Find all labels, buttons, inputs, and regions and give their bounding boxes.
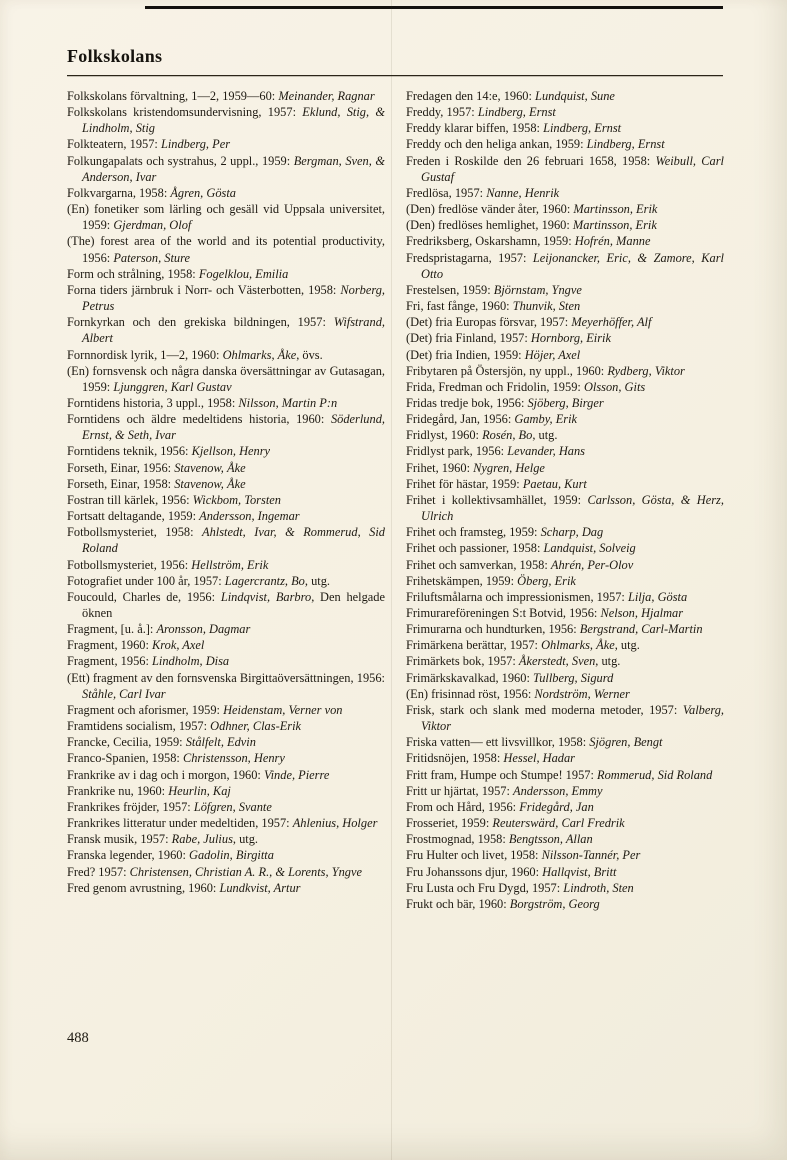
index-entry <box>67 411 385 443</box>
index-entry <box>406 783 724 799</box>
index-entry <box>67 363 385 395</box>
entry-author: Martinsson, Erik <box>572 218 657 233</box>
entry-title: (En) fonetiker som lärling och gesäll vid Uppsala universitet, 1959: <box>67 202 385 233</box>
index-entry <box>406 670 724 686</box>
index-entry <box>67 233 385 265</box>
entry-title: (Den) fredlöse vänder åter, 1960: <box>406 202 574 217</box>
entry-author: Hellström, Erik <box>191 557 269 572</box>
index-entry <box>67 637 385 653</box>
entry-title: Fransk musik, 1957: <box>67 832 172 847</box>
index-entry <box>406 282 724 298</box>
entry-author: Carlsson, Gösta, & Herz, Ulrich <box>421 492 724 524</box>
entry-title: Fru Hulter och livet, 1958: <box>406 848 542 863</box>
entry-author: Thunvik, Sten <box>512 299 581 314</box>
entry-author: Bergstrand, Carl-Martin <box>579 622 703 637</box>
index-entry <box>406 330 724 346</box>
entry-author: Olsson, Gits <box>583 379 646 394</box>
index-entry <box>406 637 724 653</box>
index-entry <box>406 557 724 573</box>
entry-title: Folkteatern, 1957: <box>67 137 161 152</box>
index-entry <box>67 153 385 185</box>
index-entry <box>406 88 724 104</box>
entry-title: Foucould, Charles de, 1956: <box>67 589 221 604</box>
entry-author: Kjellson, Henry <box>191 444 271 459</box>
entry-title: Frankrike nu, 1960: <box>67 783 169 798</box>
entry-title: Forntidens historia, 3 uppl., 1958: <box>67 395 239 410</box>
index-entry <box>67 702 385 718</box>
entry-title: , övs. <box>296 347 323 362</box>
entry-title: Folkvargarna, 1958: <box>67 185 171 200</box>
entry-title: Frankrike av i dag och i morgon, 1960: <box>67 767 264 782</box>
index-entry <box>406 573 724 589</box>
entry-title: Friluftsmålarna och impressionismen, 1957: <box>406 589 628 604</box>
entry-title: Fragment och aforismer, 1959: <box>67 702 224 717</box>
entry-author: Gamby, Erik <box>514 412 578 427</box>
entry-title: Forntidens och äldre medeltidens historia, 1960: <box>67 412 331 427</box>
entry-title: , Den helgade öknen <box>82 589 385 620</box>
entry-title: Fribytaren på Östersjön, ny uppl., 1960: <box>406 363 608 378</box>
index-entry <box>406 653 724 669</box>
entry-title: Frihet och framsteg, 1959: <box>406 525 541 540</box>
entry-author: Aronsson, Dagmar <box>156 622 251 637</box>
index-entry <box>67 557 385 573</box>
entry-author: Lagercrantz, Bo <box>224 573 305 588</box>
entry-title: (Ett) fragment av den fornsvenska Birgittaöversättningen, 1956: <box>67 670 385 685</box>
entry-author: Wickbom, Torsten <box>192 492 281 507</box>
index-entry <box>67 460 385 476</box>
entry-author: Rydberg, Viktor <box>607 363 685 378</box>
entry-title: Freden i Roskilde den 26 februari 1658, 1958: <box>406 153 656 168</box>
entry-author: Stavenow, Åke <box>174 476 246 491</box>
index-columns <box>67 88 725 912</box>
entry-title: Frestelsen, 1959: <box>406 282 494 297</box>
entry-title: , utg. <box>595 654 621 669</box>
index-entry <box>406 104 724 120</box>
entry-author: Reuterswärd, Carl Fredrik <box>492 816 625 831</box>
entry-author: Christensson, Henry <box>182 751 285 766</box>
entry-author: Lindqvist, Barbro <box>220 589 312 604</box>
entry-title: Fotbollsmysteriet, 1958: <box>67 525 203 540</box>
entry-author: Valberg, Viktor <box>421 702 724 734</box>
entry-author: Hofrén, Manne <box>574 234 651 249</box>
entry-author: Eklund, Stig, & Lindholm, Stig <box>82 105 385 136</box>
entry-author: Rabe, Julius <box>171 832 233 847</box>
entry-title: Frisk, stark och slank med moderna metoder, 1957: <box>406 702 683 717</box>
index-entry <box>67 750 385 766</box>
entry-author: Lindberg, Ernst <box>543 121 622 136</box>
entry-title: (En) frisinnad röst, 1956: <box>406 686 535 701</box>
entry-author: Rommerud, Sid Roland <box>597 767 713 782</box>
entry-title: Forntidens teknik, 1956: <box>67 444 192 459</box>
index-entry <box>406 153 724 185</box>
index-entry <box>406 217 724 233</box>
index-entry <box>67 88 385 104</box>
entry-author: Leijonancker, Eric, & Zamore, Karl Otto <box>421 250 724 281</box>
index-entry <box>406 524 724 540</box>
entry-title: Folkskolans kristendomsundervisning, 1957: <box>67 105 303 120</box>
entry-author: Norberg, Petrus <box>82 282 385 314</box>
index-entry <box>406 201 724 217</box>
entry-author: Sjöberg, Birger <box>527 395 604 410</box>
index-entry <box>406 185 724 201</box>
index-entry <box>67 492 385 508</box>
entry-title: Fred genom avrustning, 1960: <box>67 880 220 895</box>
entry-title: (Det) fria Europas försvar, 1957: <box>406 315 572 330</box>
entry-title: Frostmognad, 1958: <box>406 832 509 847</box>
index-entry <box>406 799 724 815</box>
entry-author: Ahlstedt, Ivar, & Rommerud, Sid Roland <box>82 525 385 556</box>
entry-title: Freddy, 1957: <box>406 105 478 120</box>
entry-title: Fritt fram, Humpe och Stumpe! 1957: <box>406 767 597 782</box>
entry-title: Frukt och bär, 1960: <box>406 896 510 911</box>
index-entry <box>67 783 385 799</box>
entry-author: Nelson, Hjalmar <box>600 606 684 620</box>
entry-title: Frihet, 1960: <box>406 460 474 475</box>
index-entry <box>67 589 385 621</box>
entry-title: Fredagen den 14:e, 1960: <box>406 89 536 103</box>
left-column <box>67 88 385 912</box>
entry-title: Friska vatten— ett livsvillkor, 1958: <box>406 735 590 750</box>
index-entry <box>406 734 724 750</box>
entry-author: Åkerstedt, Sven <box>518 654 596 669</box>
entry-title: Frihet i kollektivsamhället, 1959: <box>406 492 588 507</box>
entry-title: Fragment, 1956: <box>67 654 153 669</box>
index-entry <box>67 104 385 136</box>
index-entry <box>406 702 724 734</box>
index-entry <box>67 847 385 863</box>
entry-title: Frimärkskavalkad, 1960: <box>406 670 533 685</box>
entry-author: Höjer, Axel <box>524 347 581 362</box>
entry-author: Ståhle, Carl Ivar <box>82 686 166 701</box>
entry-title: Frankrikes fröjder, 1957: <box>67 799 194 814</box>
entry-author: Wifstrand, Albert <box>82 315 385 346</box>
entry-author: Nanne, Henrik <box>486 185 560 200</box>
entry-title: Fragment, [u. å.]: <box>67 622 157 637</box>
entry-title: , utg. <box>304 573 331 588</box>
index-entry <box>406 363 724 379</box>
entry-title: (Den) fredlöses hemlighet, 1960: <box>406 218 573 233</box>
entry-author: Hornborg, Eirik <box>530 331 612 346</box>
index-entry <box>406 379 724 395</box>
entry-title: Freddy och den heliga ankan, 1959: <box>406 137 587 152</box>
index-entry <box>67 136 385 152</box>
index-entry <box>406 395 724 411</box>
top-rule <box>145 6 723 9</box>
entry-title: Folkskolans förvaltning, 1—2, 1959—60: <box>67 89 279 103</box>
entry-title: Fridlyst, 1960: <box>406 428 483 443</box>
entry-author: Björnstam, Yngve <box>493 282 582 297</box>
entry-title: Freddy klarar biffen, 1958: <box>406 121 544 136</box>
entry-author: Öberg, Erik <box>517 573 576 588</box>
entry-title: Fredlösa, 1957: <box>406 185 487 200</box>
index-entry <box>67 347 385 363</box>
entry-author: Scharp, Dag <box>540 525 604 540</box>
entry-author: Odhner, Clas-Erik <box>210 719 302 734</box>
index-entry <box>406 347 724 363</box>
index-entry <box>67 524 385 556</box>
entry-title: (Det) fria Finland, 1957: <box>406 331 531 346</box>
entry-title: Fritidsnöjen, 1958: <box>406 751 504 766</box>
entry-author: Borgström, Georg <box>509 896 600 911</box>
entry-author: Lilja, Gösta <box>627 589 688 604</box>
index-entry <box>67 185 385 201</box>
index-entry <box>406 605 724 621</box>
index-entry <box>67 443 385 459</box>
header-rule <box>67 75 723 76</box>
entry-title: Frihet för hästar, 1959: <box>406 476 523 491</box>
entry-author: Ohlmarks, Åke <box>222 347 297 362</box>
entry-author: Ahrén, Per-Olov <box>550 557 634 572</box>
index-entry <box>406 233 724 249</box>
index-entry <box>67 799 385 815</box>
entry-title: Form och strålning, 1958: <box>67 266 199 281</box>
entry-author: Tullberg, Sigurd <box>532 670 614 685</box>
index-entry <box>406 831 724 847</box>
entry-title: Fri, fast fånge, 1960: <box>406 299 513 314</box>
index-entry <box>406 120 724 136</box>
index-entry <box>406 540 724 556</box>
index-entry <box>406 314 724 330</box>
entry-title: Fotbollsmysteriet, 1956: <box>67 557 192 572</box>
index-entry <box>67 880 385 896</box>
entry-author: Fogelklou, Emilia <box>198 266 289 281</box>
entry-title: Framtidens socialism, 1957: <box>67 719 211 734</box>
entry-author: Nilsson-Tannér, Per <box>541 848 641 863</box>
entry-author: Krok, Axel <box>152 638 205 653</box>
entry-author: Hallqvist, Britt <box>542 864 617 879</box>
entry-title: Frihet och samverkan, 1958: <box>406 557 551 572</box>
entry-title: Frankrikes litteratur under medeltiden, 1957: <box>67 816 293 831</box>
index-entry <box>406 298 724 314</box>
entry-title: Fredspristagarna, 1957: <box>406 250 533 265</box>
entry-author: Vinde, Pierre <box>263 767 330 782</box>
entry-author: Heurlin, Kaj <box>168 783 231 798</box>
entry-author: Gjerdman, Olof <box>113 218 192 233</box>
entry-author: Heidenstam, Verner von <box>223 702 343 717</box>
entry-author: Levander, Hans <box>507 444 585 459</box>
entry-title: Frosseriet, 1959: <box>406 816 493 831</box>
entry-author: Nygren, Helge <box>473 460 545 475</box>
entry-author: Meyerhöffer, Alf <box>571 315 652 330</box>
entry-author: Lindberg, Ernst <box>477 105 556 120</box>
index-entry <box>406 847 724 863</box>
entry-title: , utg. <box>232 832 259 847</box>
entry-author: Stålfelt, Edvin <box>185 735 256 750</box>
entry-author: Meinander, Ragnar <box>278 89 375 103</box>
entry-author: Bergman, Sven, & Anderson, Ivar <box>82 153 385 184</box>
index-entry <box>67 734 385 750</box>
index-entry <box>406 621 724 637</box>
index-entry <box>67 573 385 589</box>
entry-title: Fostran till kärlek, 1956: <box>67 492 193 507</box>
entry-title: (The) forest area of the world and its potential productivity, 1956: <box>67 234 385 265</box>
entry-title: Fornnordisk lyrik, 1—2, 1960: <box>67 347 223 362</box>
index-entry <box>406 686 724 702</box>
entry-title: Fred? 1957: <box>67 864 130 879</box>
entry-title: , utg. <box>614 638 640 653</box>
entry-author: Paetau, Kurt <box>522 476 587 491</box>
index-entry <box>406 864 724 880</box>
entry-title: Fridas tredje bok, 1956: <box>406 395 528 410</box>
entry-author: Ågren, Gösta <box>170 185 236 200</box>
index-entry <box>406 411 724 427</box>
entry-title: Fridegård, Jan, 1956: <box>406 412 515 427</box>
entry-author: Fridegård, Jan <box>519 799 594 814</box>
entry-author: Gadolin, Birgitta <box>189 848 274 863</box>
running-header: Folkskolans <box>67 46 163 66</box>
entry-title: Frimurarna och hundturken, 1956: <box>406 622 580 637</box>
entry-author: Nilsson, Martin P:n <box>238 395 338 410</box>
index-entry <box>406 492 724 524</box>
entry-author: Weibull, Carl Gustaf <box>421 153 724 184</box>
entry-title: Frimärkena berättar, 1957: <box>406 638 542 653</box>
index-entry <box>67 508 385 524</box>
entry-author: Hessel, Hadar <box>503 751 576 766</box>
entry-author: Christensen, Christian A. R., & Lorents, Yngve <box>129 864 362 879</box>
index-entry <box>406 476 724 492</box>
index-entry <box>406 815 724 831</box>
entry-title: Fotografiet under 100 år, 1957: <box>67 573 225 588</box>
entry-title: From och Hård, 1956: <box>406 799 520 814</box>
entry-author: Ahlenius, Holger <box>292 816 378 831</box>
entry-title: Fritt ur hjärtat, 1957: <box>406 783 514 798</box>
index-entry <box>67 815 385 831</box>
entry-title: Fortsatt deltagande, 1959: <box>67 509 200 524</box>
entry-author: Sjögren, Bengt <box>589 735 663 750</box>
index-entry <box>67 864 385 880</box>
entry-title: Fridlyst park, 1956: <box>406 444 508 459</box>
entry-title: Forseth, Einar, 1956: <box>67 460 175 475</box>
entry-author: Stavenow, Åke <box>174 460 246 475</box>
entry-title: Forseth, Einar, 1958: <box>67 476 175 491</box>
entry-title: Francke, Cecilia, 1959: <box>67 735 186 750</box>
index-entry <box>67 314 385 346</box>
entry-title: Franska legender, 1960: <box>67 848 190 863</box>
index-entry <box>406 767 724 783</box>
index-entry <box>406 427 724 443</box>
entry-author: Lindberg, Per <box>160 137 231 152</box>
index-entry <box>67 767 385 783</box>
index-entry <box>67 266 385 282</box>
index-entry <box>67 476 385 492</box>
entry-author: Andersson, Emmy <box>513 783 603 798</box>
entry-title: Fornkyrkan och den grekiska bildningen, 1957: <box>67 315 334 330</box>
index-entry <box>67 621 385 637</box>
index-entry <box>406 443 724 459</box>
entry-title: Folkungapalats och systrahus, 2 uppl., 1959: <box>67 153 294 168</box>
entry-title: Fru Johanssons djur, 1960: <box>406 864 543 879</box>
index-entry <box>67 201 385 233</box>
entry-title: Fru Lusta och Fru Dygd, 1957: <box>406 880 564 895</box>
entry-title: (Det) fria Indien, 1959: <box>406 347 525 362</box>
entry-author: Nordström, Werner <box>534 686 630 701</box>
entry-author: Ljunggren, Karl Gustav <box>113 379 232 394</box>
entry-title: Frida, Fredman och Fridolin, 1959: <box>406 379 584 394</box>
index-entry <box>67 670 385 702</box>
entry-author: Löfgren, Svante <box>193 799 272 814</box>
entry-author: Landquist, Solveig <box>543 541 636 556</box>
index-entry <box>406 750 724 766</box>
index-entry <box>406 250 724 282</box>
entry-author: Söderlund, Ernst, & Seth, Ivar <box>82 412 385 443</box>
entry-author: Bengtsson, Allan <box>508 832 593 847</box>
entry-author: Lindroth, Sten <box>563 880 634 895</box>
index-entry <box>67 282 385 314</box>
index-entry <box>67 831 385 847</box>
right-column <box>406 88 724 912</box>
index-entry <box>67 718 385 734</box>
index-entry <box>406 589 724 605</box>
index-entry <box>67 653 385 669</box>
entry-title: Frimärkets bok, 1957: <box>406 654 519 669</box>
entry-author: Ohlmarks, Åke <box>541 638 615 653</box>
entry-title: Franco-Spanien, 1958: <box>67 751 183 766</box>
entry-title: Frimurareföreningen S:t Botvid, 1956: <box>406 606 601 620</box>
entry-title: (En) fornsvensk och några danska översättningar av Gutasagan, 1959: <box>67 363 385 394</box>
index-entry <box>406 896 724 912</box>
entry-author: Lundkvist, Artur <box>219 880 301 895</box>
entry-author: Andersson, Ingemar <box>199 509 300 524</box>
entry-author: Martinsson, Erik <box>573 202 658 217</box>
entry-author: Rosén, Bo <box>482 428 533 443</box>
index-entry <box>406 136 724 152</box>
entry-author: Paterson, Sture <box>113 250 190 265</box>
entry-title: Frihetskämpen, 1959: <box>406 573 518 588</box>
index-entry <box>67 395 385 411</box>
entry-author: Lindholm, Disa <box>152 654 230 669</box>
index-entry <box>406 460 724 476</box>
entry-author: Lundquist, Sune <box>535 89 615 103</box>
entry-author: Lindberg, Ernst <box>586 137 665 152</box>
entry-title: Forna tiders järnbruk i Norr- och Västerbotten, 1958: <box>67 282 341 297</box>
entry-title: Frihet och passioner, 1958: <box>406 541 544 556</box>
entry-title: Fragment, 1960: <box>67 638 153 653</box>
page-number: 488 <box>67 1030 89 1046</box>
entry-title: , utg. <box>532 428 558 443</box>
entry-title: Fredriksberg, Oskarshamn, 1959: <box>406 234 575 249</box>
index-entry <box>406 880 724 896</box>
